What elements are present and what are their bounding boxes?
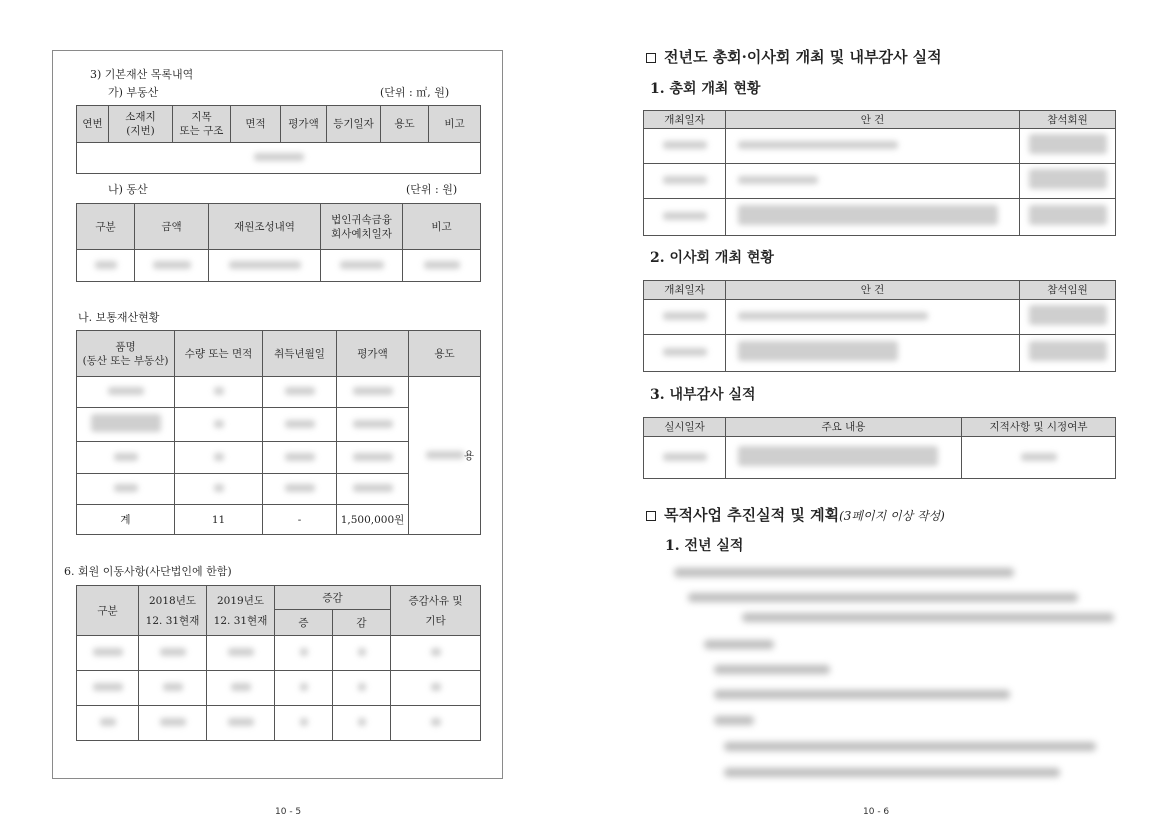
meeting-cell bbox=[1020, 199, 1116, 236]
movables-cell bbox=[403, 250, 481, 282]
member-cell bbox=[207, 671, 275, 706]
subheading-movables: 나) 동산 bbox=[108, 183, 148, 196]
blurred-text-line bbox=[724, 768, 1060, 777]
member-cell bbox=[333, 671, 391, 706]
board-meeting-heading: 2. 이사회 개최 현황 bbox=[650, 250, 774, 266]
board-cell bbox=[644, 335, 726, 372]
member-cell bbox=[139, 671, 207, 706]
member-col-dec: 감 bbox=[333, 610, 391, 636]
real-estate-table bbox=[76, 105, 481, 174]
general-assets-header-2: 취득년월일 bbox=[263, 331, 337, 377]
board-meeting-header-2: 참석임원 bbox=[1020, 281, 1116, 300]
general-assets-table bbox=[76, 330, 481, 535]
general-meeting-table bbox=[643, 110, 1116, 236]
general-asset-cell bbox=[263, 408, 337, 442]
general-asset-cell bbox=[77, 377, 175, 408]
member-cell bbox=[77, 636, 139, 671]
real-estate-header-6: 용도 bbox=[381, 106, 429, 143]
member-cell bbox=[139, 636, 207, 671]
audit-cell bbox=[644, 437, 726, 479]
general-asset-cell bbox=[263, 474, 337, 505]
blurred-text-line bbox=[714, 716, 754, 725]
general-asset-total-value: 1,500,000원 bbox=[337, 505, 409, 535]
member-cell bbox=[77, 671, 139, 706]
member-col-2018: 2018년도 12. 31현재 bbox=[139, 586, 207, 636]
real-estate-empty-row bbox=[77, 143, 481, 174]
real-estate-header-4: 평가액 bbox=[281, 106, 327, 143]
meeting-cell bbox=[1020, 164, 1116, 199]
blurred-text-line bbox=[674, 568, 1014, 577]
general-asset-cell bbox=[175, 408, 263, 442]
meeting-cell bbox=[1020, 129, 1116, 164]
member-cell bbox=[275, 671, 333, 706]
member-cell bbox=[207, 636, 275, 671]
general-asset-cell bbox=[263, 377, 337, 408]
member-cell bbox=[275, 706, 333, 741]
blurred-text-line bbox=[724, 742, 1096, 751]
internal-audit-header-0: 실시일자 bbox=[644, 418, 726, 437]
meeting-cell bbox=[644, 199, 726, 236]
unit-real-estate: (단위 : ㎡, 원) bbox=[380, 86, 450, 99]
right-main-title: 전년도 총회·이사회 개최 및 내부감사 실적 bbox=[646, 46, 942, 67]
movables-table bbox=[76, 203, 481, 282]
member-cell bbox=[391, 636, 481, 671]
internal-audit-table bbox=[643, 417, 1116, 479]
member-changes-table bbox=[76, 585, 481, 741]
movables-header-3: 법인귀속금융 회사예치일자 bbox=[321, 204, 403, 250]
board-cell bbox=[726, 335, 1020, 372]
heading-basic-assets: 3) 기본재산 목록내역 bbox=[90, 68, 194, 81]
general-asset-use-cell: 용 bbox=[409, 377, 481, 535]
board-cell bbox=[1020, 300, 1116, 335]
left-page-number: 10 - 5 bbox=[275, 807, 302, 817]
member-cell bbox=[275, 636, 333, 671]
blurred-text-line bbox=[714, 690, 1010, 699]
heading-member-changes: 6. 회원 이동사항(사단법인에 한함) bbox=[64, 565, 232, 578]
movables-header-0: 구분 bbox=[77, 204, 135, 250]
real-estate-header-7: 비고 bbox=[429, 106, 481, 143]
general-asset-total-label: 계 bbox=[77, 505, 175, 535]
member-col-change: 증감 bbox=[275, 586, 391, 610]
unit-movables: (단위 : 원) bbox=[406, 183, 458, 196]
general-meeting-header-0: 개최일자 bbox=[644, 111, 726, 129]
general-asset-cell bbox=[263, 442, 337, 474]
general-asset-cell bbox=[175, 474, 263, 505]
meeting-cell bbox=[644, 129, 726, 164]
general-asset-cell bbox=[175, 442, 263, 474]
movables-header-1: 금액 bbox=[135, 204, 209, 250]
movables-cell bbox=[209, 250, 321, 282]
meeting-cell bbox=[726, 164, 1020, 199]
movables-header-4: 비고 bbox=[403, 204, 481, 250]
general-assets-header-3: 평가액 bbox=[337, 331, 409, 377]
board-meeting-header-0: 개최일자 bbox=[644, 281, 726, 300]
blurred-text-line bbox=[742, 613, 1114, 622]
member-cell bbox=[391, 671, 481, 706]
general-asset-cell bbox=[337, 442, 409, 474]
movables-cell bbox=[77, 250, 135, 282]
general-asset-total-date: - bbox=[263, 505, 337, 535]
member-col-gubun: 구분 bbox=[77, 586, 139, 636]
member-cell bbox=[333, 706, 391, 741]
previous-year-heading: 1. 전년 실적 bbox=[665, 538, 744, 554]
audit-cell bbox=[962, 437, 1116, 479]
member-cell bbox=[391, 706, 481, 741]
general-meeting-header-2: 참석회원 bbox=[1020, 111, 1116, 129]
general-assets-header-1: 수량 또는 면적 bbox=[175, 331, 263, 377]
business-title: 목적사업 추진실적 및 계획(3페이지 이상 작성) bbox=[646, 504, 945, 525]
member-cell bbox=[207, 706, 275, 741]
square-bullet-icon bbox=[646, 511, 656, 521]
board-cell bbox=[644, 300, 726, 335]
general-asset-cell bbox=[337, 377, 409, 408]
general-asset-cell bbox=[337, 408, 409, 442]
audit-cell bbox=[726, 437, 962, 479]
movables-header-2: 재원조성내역 bbox=[209, 204, 321, 250]
meeting-cell bbox=[726, 129, 1020, 164]
square-bullet-icon bbox=[646, 53, 656, 63]
general-asset-cell bbox=[337, 474, 409, 505]
general-asset-cell bbox=[175, 377, 263, 408]
movables-cell bbox=[321, 250, 403, 282]
member-cell bbox=[139, 706, 207, 741]
meeting-cell bbox=[726, 199, 1020, 236]
board-meeting-table bbox=[643, 280, 1116, 372]
general-meeting-heading: 1. 총회 개최 현황 bbox=[650, 81, 761, 97]
real-estate-header-3: 면적 bbox=[231, 106, 281, 143]
internal-audit-heading: 3. 내부감사 실적 bbox=[650, 387, 756, 403]
board-cell bbox=[726, 300, 1020, 335]
general-asset-cell bbox=[77, 408, 175, 442]
blurred-text-line bbox=[714, 665, 830, 674]
member-col-inc: 증 bbox=[275, 610, 333, 636]
real-estate-header-0: 연번 bbox=[77, 106, 109, 143]
general-assets-header-4: 용도 bbox=[409, 331, 481, 377]
real-estate-header-2: 지목 또는 구조 bbox=[173, 106, 231, 143]
member-col-2019: 2019년도 12. 31현재 bbox=[207, 586, 275, 636]
meeting-cell bbox=[644, 164, 726, 199]
general-asset-cell bbox=[77, 474, 175, 505]
blurred-text-line bbox=[688, 593, 1078, 602]
member-cell bbox=[333, 636, 391, 671]
general-assets-header-0: 품명 (동산 또는 부동산) bbox=[77, 331, 175, 377]
internal-audit-header-2: 지적사항 및 시정여부 bbox=[962, 418, 1116, 437]
board-cell bbox=[1020, 335, 1116, 372]
subheading-real-estate: 가) 부동산 bbox=[108, 86, 159, 99]
blurred-text-line bbox=[704, 640, 774, 649]
general-meeting-header-1: 안 건 bbox=[726, 111, 1020, 129]
internal-audit-header-1: 주요 내용 bbox=[726, 418, 962, 437]
member-col-reason: 증감사유 및 기타 bbox=[391, 586, 481, 636]
movables-cell bbox=[135, 250, 209, 282]
general-asset-total-qty: 11 bbox=[175, 505, 263, 535]
member-cell bbox=[77, 706, 139, 741]
general-asset-cell bbox=[77, 442, 175, 474]
real-estate-header-5: 등기일자 bbox=[327, 106, 381, 143]
heading-general-assets: 나. 보통재산현황 bbox=[78, 311, 160, 324]
right-page-number: 10 - 6 bbox=[863, 807, 890, 817]
real-estate-header-1: 소재지 (지번) bbox=[109, 106, 173, 143]
board-meeting-header-1: 안 건 bbox=[726, 281, 1020, 300]
